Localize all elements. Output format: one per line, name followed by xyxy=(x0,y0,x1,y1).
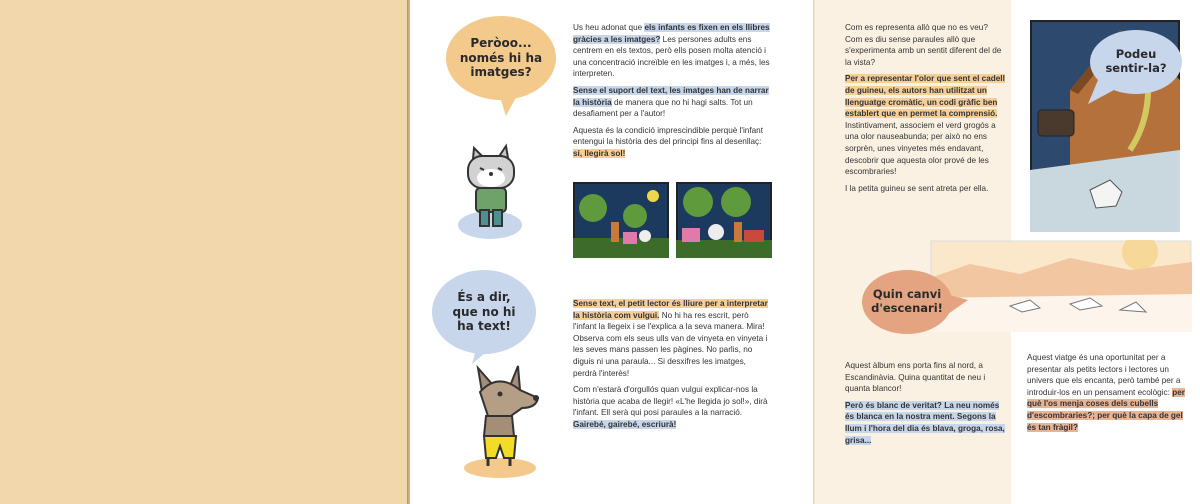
wolf-character-illustration xyxy=(448,362,548,482)
text-column-1 xyxy=(573,22,770,165)
comic-panel-night-1 xyxy=(573,182,669,258)
paragraph: Però és blanc de veritat? La neu només és blanca en la nostra ment. Segons la llum i l'hora del dia és blava, groga, rosa, grisa... xyxy=(845,400,1005,445)
text-column-2-lower xyxy=(845,360,1005,451)
text-column-1-lower xyxy=(573,298,770,436)
speech-bubble-3: Podeu sentir-la? xyxy=(1090,30,1182,94)
paragraph: Aquesta és la condició imprescindible perquè l'infant entengui la història des del principi fins al desenllaç: sí, llegirà sol! xyxy=(573,125,763,158)
paragraph: Per a representar l'olor que sent el cadell de guineu, els autors han utilitzat un llenguatge cromàtic, un codi gràfic ben establert que en permet la comprensió. Instintivament, associem el verd grogós a una olor nauseabunda; per això no ens sorprèn, unes vinyetes més endavant, descobrir que aquesta olor prové de les escombraries! xyxy=(845,74,1005,177)
book-cover-left xyxy=(0,0,408,504)
text-column-2 xyxy=(845,22,1005,199)
paragraph: Com es representa allò que no es veu? Com es diu sense paraules allò que s'experimenta amb un sentit diferent del de la vista? xyxy=(845,23,1002,67)
paragraph: Com n'estarà d'orgullós quan vulgui explicar-nos la història que acaba de llegir! «L'he llegida jo sol!», dirà l'infant. Ell serà qui posi paraules a la narració. Gairebé, gairebé, escriurà! xyxy=(573,385,768,429)
cat-character-illustration xyxy=(450,130,540,242)
comic-panel-night-2 xyxy=(676,182,772,258)
speech-bubble-1: Peròoo... només hi ha imatges? xyxy=(446,16,556,100)
paragraph: I la petita guineu se sent atreta per ella. xyxy=(845,183,989,193)
paragraph: Sense el suport del text, les imatges han de narrar la història de manera que no hi hagi salts. Tot un desafiament per a l'autor! xyxy=(573,85,769,119)
spread-gutter xyxy=(813,0,815,504)
paragraph: Sense text, el petit lector és lliure per a interpretar la història com vulgui. No hi ha res escrit, però l'infant la llegeix i se l'explica a la seva manera. Mira! Observa com els seus ulls van de vinyeta en vinyeta i les seves mans passen les pàgines. No parlis, no diguis ni una paraula... Si desxifres les imatges, perdrà l'interès! xyxy=(573,299,768,378)
paragraph: Aquest viatge és una oportunitat per a presentar als petits lectors i lectores un univers que els encanta, però també per a introduir-los en un pensament ecològic: per què l'os menja coses dels cubells d'escombraries?; per què la capa de gel és tan fràgil? xyxy=(1027,353,1185,432)
text-column-3 xyxy=(1027,352,1187,438)
paragraph: Us heu adonat que els infants es fixen en els llibres gràcies a les imatges? Les persones adults ens centrem en els textos, però ells posen molta atenció i una concentració increïble en les imatges i, a més, les interpreten. xyxy=(573,23,770,79)
speech-bubble-2: És a dir, que no hi ha text! xyxy=(432,270,536,354)
paragraph: Aquest àlbum ens porta fins al nord, a Escandinàvia. Quina quantitat de neu i quanta blancor! xyxy=(845,361,986,394)
speech-bubble-4: Quin canvi d'escenari! xyxy=(862,270,952,334)
